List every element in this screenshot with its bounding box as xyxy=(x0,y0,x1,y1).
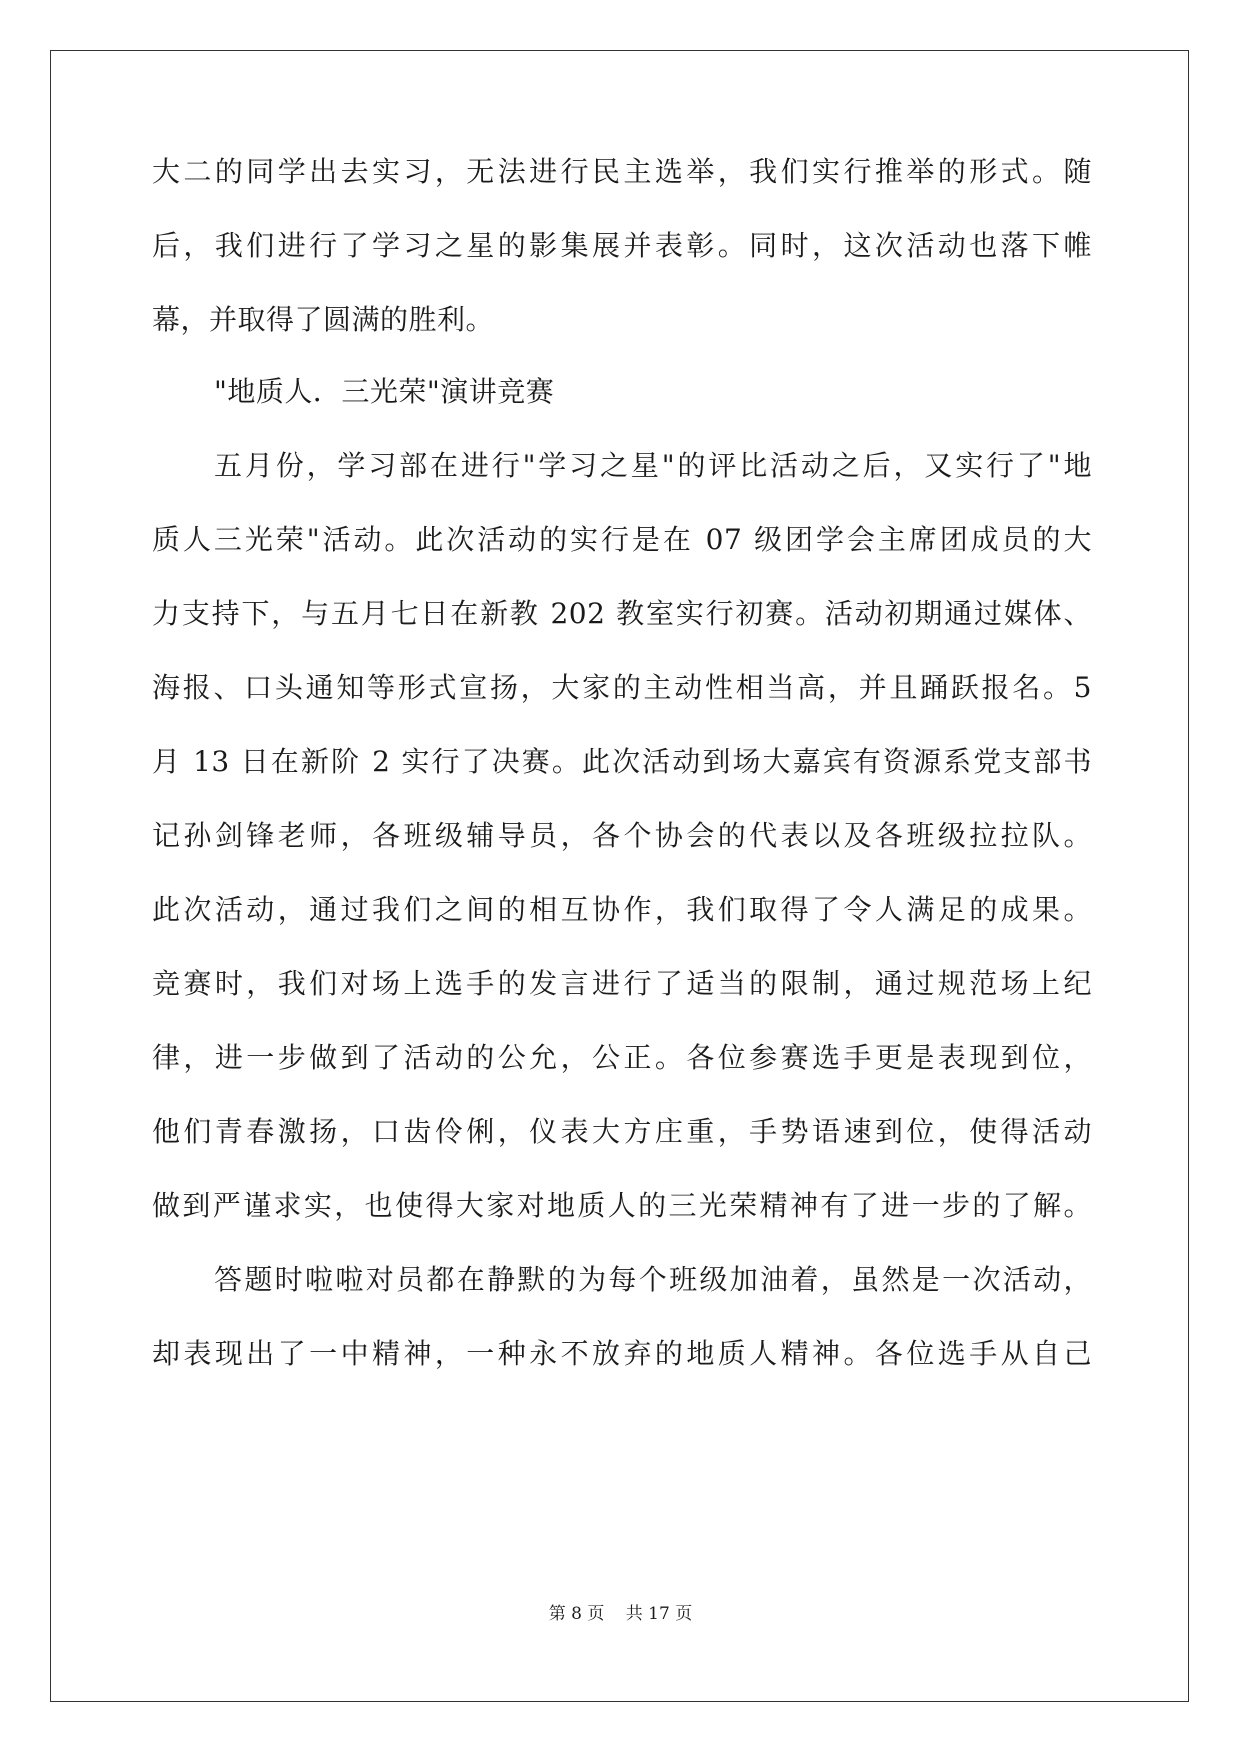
page-border xyxy=(50,50,1189,1702)
paragraph-line: 记孙剑锋老师，各班级辅导员，各个协会的代表以及各班级拉拉队。 xyxy=(152,819,1092,852)
paragraph-line: 月 13 日在新阶 2 实行了决赛。此次活动到场大嘉宾有资源系党支部书 xyxy=(152,745,1092,778)
section-heading: "地质人．三光荣"演讲竞赛 xyxy=(214,375,555,408)
paragraph-line: 竞赛时，我们对场上选手的发言进行了适当的限制，通过规范场上纪 xyxy=(152,967,1092,1000)
paragraph-line: 却表现出了一中精神，一种永不放弃的地质人精神。各位选手从自己 xyxy=(152,1337,1092,1370)
paragraph-line: 此次活动，通过我们之间的相互协作，我们取得了令人满足的成果。 xyxy=(152,893,1092,926)
paragraph-line: 力支持下，与五月七日在新教 202 教室实行初赛。活动初期通过媒体、 xyxy=(152,597,1092,630)
paragraph-line: 海报、口头通知等形式宣扬，大家的主动性相当高，并且踊跃报名。5 xyxy=(152,671,1092,704)
paragraph-line: 答题时啦啦对员都在静默的为每个班级加油着，虽然是一次活动， xyxy=(214,1263,1092,1296)
paragraph-line: 做到严谨求实，也使得大家对地质人的三光荣精神有了进一步的了解。 xyxy=(152,1189,1092,1222)
page-total: 共 17 页 xyxy=(625,1604,693,1624)
page-number: 第 8 页 xyxy=(548,1604,605,1624)
paragraph-line: 律，进一步做到了活动的公允，公正。各位参赛选手更是表现到位， xyxy=(152,1041,1092,1074)
paragraph-line: 质人三光荣"活动。此次活动的实行是在 07 级团学会主席团成员的大 xyxy=(152,523,1092,556)
paragraph-line: 五月份，学习部在进行"学习之星"的评比活动之后，又实行了"地 xyxy=(214,449,1092,482)
paragraph-line: 大二的同学出去实习，无法进行民主选举，我们实行推举的形式。随 xyxy=(152,155,1092,188)
paragraph-line: 后，我们进行了学习之星的影集展并表彰。同时，这次活动也落下帷 xyxy=(152,229,1092,262)
paragraph-line: 幕，并取得了圆满的胜利。 xyxy=(152,303,495,336)
paragraph-line: 他们青春激扬，口齿伶俐，仪表大方庄重，手势语速到位，使得活动 xyxy=(152,1115,1092,1148)
page-footer xyxy=(0,1602,1241,1626)
